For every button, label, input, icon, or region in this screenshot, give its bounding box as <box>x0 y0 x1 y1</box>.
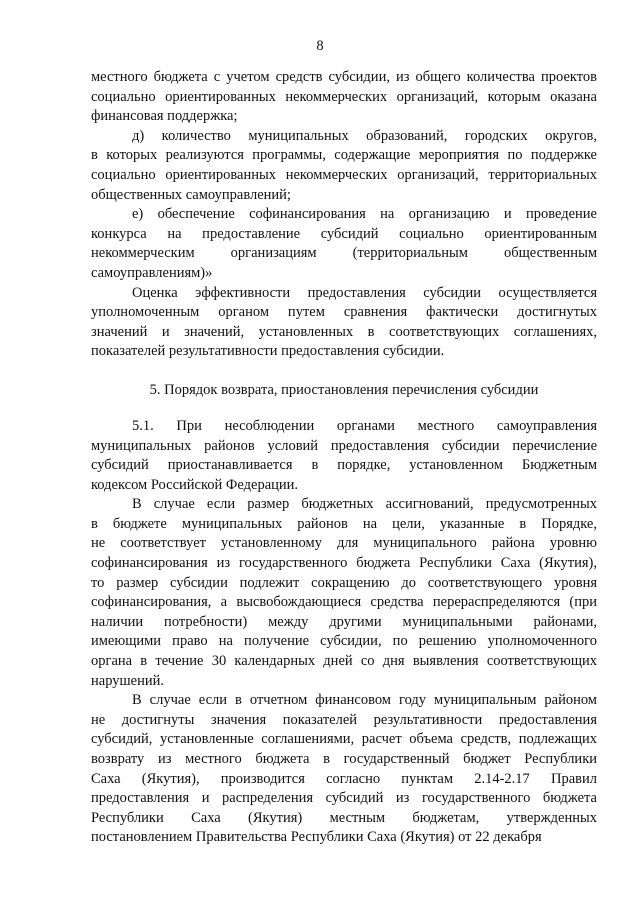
text-line: в бюджете муниципальных районов на цели, указанные в Порядке, <box>91 515 597 532</box>
text-line: субсидий приостанавливается в порядке, установленном Бюджетным <box>91 457 597 474</box>
text-line: е) обеспечение софинансирования на организацию и проведение <box>132 206 597 223</box>
text-line: В случае если размер бюджетных ассигнований, предусмотренных <box>132 496 597 513</box>
text-line: местного бюджета с учетом средств субсидии, из общего количества проектов <box>91 69 597 85</box>
text-line: субсидий, установленные соглашениями, расчет объема средств, подлежащих <box>91 731 597 748</box>
text-line: Оценка эффективности предоставления субсидии осуществляется <box>132 284 597 301</box>
text-line: предоставления и распределения субсидий из государственного бюджета <box>91 790 597 807</box>
text-line: в которых реализуются программы, содержащие мероприятия по поддержке <box>91 147 597 164</box>
text-line: 5.1. При несоблюдении органами местного самоуправления <box>132 417 597 434</box>
text-line: нарушений. <box>91 672 165 689</box>
text-line: кодексом Российской Федерации. <box>91 476 299 493</box>
text-line: Республики Саха (Якутия) местным бюджетам, утвержденных <box>91 809 597 826</box>
text-line: финансовая поддержка; <box>91 108 238 125</box>
paragraph <box>91 691 597 848</box>
text-line: софинансирования, а высвобождающиеся средства перераспределяются (при <box>91 594 597 611</box>
text-line: показателей результативности предоставления субсидии. <box>91 343 445 360</box>
text-line: некоммерческим организациям (территориальным общественным <box>91 245 597 262</box>
text-line: В случае если в отчетном финансовом году муниципальным районом <box>132 692 597 709</box>
paragraph <box>91 495 597 691</box>
paragraph <box>91 205 597 283</box>
section-heading: 5. Порядок возврата, приостановления перечисления субсидии <box>149 381 539 398</box>
paragraph <box>91 417 597 495</box>
paragraph <box>91 284 597 362</box>
paragraph <box>91 68 597 127</box>
text-line: уполномоченным органом путем сравнения фактически достигнутых <box>91 304 597 321</box>
page-number: 8 <box>316 38 324 54</box>
text-line: не достигнуты значения показателей результативности предоставления <box>91 711 597 728</box>
text-line: муниципальных районов условий предоставления субсидии перечисление <box>91 437 597 454</box>
text-line: социально ориентированных некоммерческих организаций, территориальных <box>91 166 597 183</box>
text-line: социально ориентированных некоммерческих организаций, которым оказана <box>91 88 597 105</box>
text-line: то размер субсидии подлежит сокращению до соответствующего уровня <box>91 574 597 591</box>
text-line: конкурса на предоставление субсидий социально ориентированным <box>91 225 597 242</box>
text-line: софинансирования из государственного бюджета Республики Саха (Якутия), <box>91 555 597 572</box>
text-line: возврату из местного бюджета в государственный бюджет Республики <box>91 751 597 767</box>
text-line: д) количество муниципальных образований, городских округов, <box>132 127 597 144</box>
document-body <box>91 68 597 848</box>
text-line: самоуправлениям)» <box>91 264 213 281</box>
text-line: имеющими право на получение субсидии, по решению уполномоченного <box>91 633 597 650</box>
text-line: наличии потребности) между другими муниципальными районами, <box>91 613 597 630</box>
text-line: постановлением Правительства Республики Саха (Якутия) от 22 декабря <box>91 829 542 846</box>
paragraph <box>91 127 597 205</box>
text-line: не соответствует установленному для муниципального района уровню <box>91 535 597 552</box>
text-line: органа в течение 30 календарных дней со дня выявления соответствующих <box>91 653 597 670</box>
text-line: общественных самоуправлений; <box>91 186 291 203</box>
text-line: Саха (Якутия), производится согласно пунктам 2.14-2.17 Правил <box>91 770 597 787</box>
text-line: значений и значений, установленных в соответствующих соглашениях, <box>91 323 597 340</box>
